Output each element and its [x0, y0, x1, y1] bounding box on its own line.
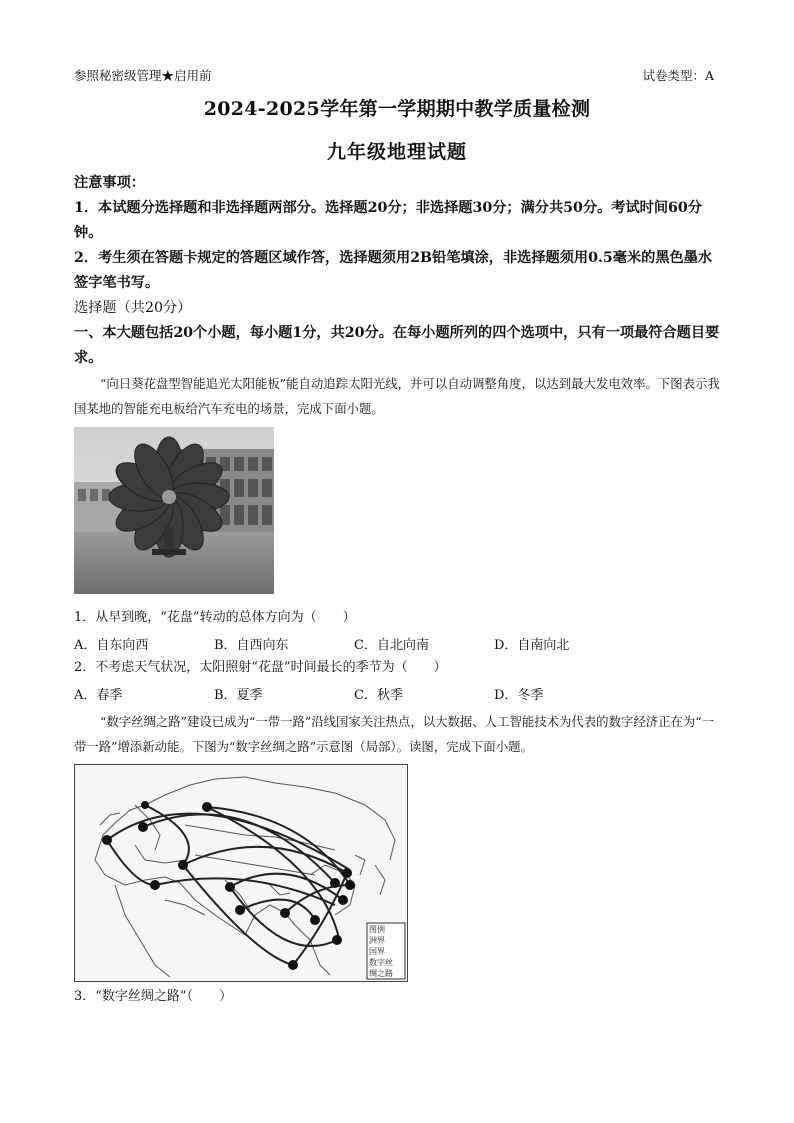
notice-item-1: 1．本试题分选择题和非选择题两部分。选择题20分；非选择题30分；满分共50分。考试时间60分钟。 — [74, 200, 702, 241]
q1-option-d[interactable]: D．自南向北 — [494, 638, 570, 653]
question-3-stem: 3．“数字丝绸之路”（ ） — [74, 989, 233, 1004]
map-legend-title: 图例 — [369, 925, 385, 934]
map-legend — [369, 924, 393, 979]
map-legend-continent-boundary: 洲界 — [369, 936, 385, 945]
map-legend-country-border: 国界 — [369, 947, 385, 956]
question-2-options — [74, 684, 674, 703]
q2-option-d[interactable]: D．冬季 — [494, 688, 544, 703]
notice-item-2: 2．考生须在答题卡规定的答题区域作答，选择题须用2B铅笔填涂，非选择题须用0.5毫米的黑色墨水签字笔书写。 — [74, 250, 713, 291]
section-instruction: 一、本大题包括20个小题，每小题1分，共20分。在每小题所列的四个选项中，只有一项最符合题目要求。 — [74, 325, 720, 366]
q2-option-a[interactable]: A．春季 — [74, 688, 123, 703]
q1-option-c[interactable]: C．自北向南 — [354, 638, 429, 653]
section-heading: 选择题（共20分） — [74, 300, 192, 316]
question-2-stem: 2．不考虑天气状况，太阳照射“花盘”时间最长的季节为（ ） — [74, 660, 447, 675]
passage-2: “数字丝绸之路”建设已成为“一带一路”沿线国家关注热点，以大数据、人工智能技术为代表的数字经济正在为“一带一路”增添新动能。下图为“数字丝绸之路”示意图（局部）。读图，完成下面小题。 — [74, 714, 715, 754]
confidential-label: 参照秘密级管理★启用前 — [74, 68, 212, 83]
paper-type-label: 试卷类型：A — [642, 68, 714, 83]
notice-heading: 注意事项： — [74, 175, 145, 191]
q2-option-c[interactable]: C．秋季 — [354, 688, 403, 703]
exam-title: 2024-2025学年第一学期期中教学质量检测 — [203, 98, 591, 120]
exam-subtitle: 九年级地理试题 — [326, 141, 467, 163]
q1-option-a[interactable]: A．自东向西 — [74, 638, 149, 653]
passage-1: “向日葵花盘型智能追光太阳能板”能自动追踪太阳光线，并可以自动调整角度，以达到最大发电效率。下图表示我国某地的智能充电板给汽车充电的场景，完成下面小题。 — [74, 376, 720, 416]
map-legend-digital-silk-2: 绸之路 — [369, 969, 393, 978]
question-1-options — [74, 634, 674, 653]
question-1-stem: 1．从早到晚，“花盘”转动的总体方向为（ ） — [74, 610, 356, 625]
sunflower-solar-panel-photo — [74, 427, 274, 594]
q1-option-b[interactable]: B．自西向东 — [214, 638, 289, 653]
q2-option-b[interactable]: B．夏季 — [214, 688, 263, 703]
digital-silk-road-map — [74, 764, 408, 982]
map-legend-digital-silk-1: 数字丝 — [369, 958, 393, 967]
